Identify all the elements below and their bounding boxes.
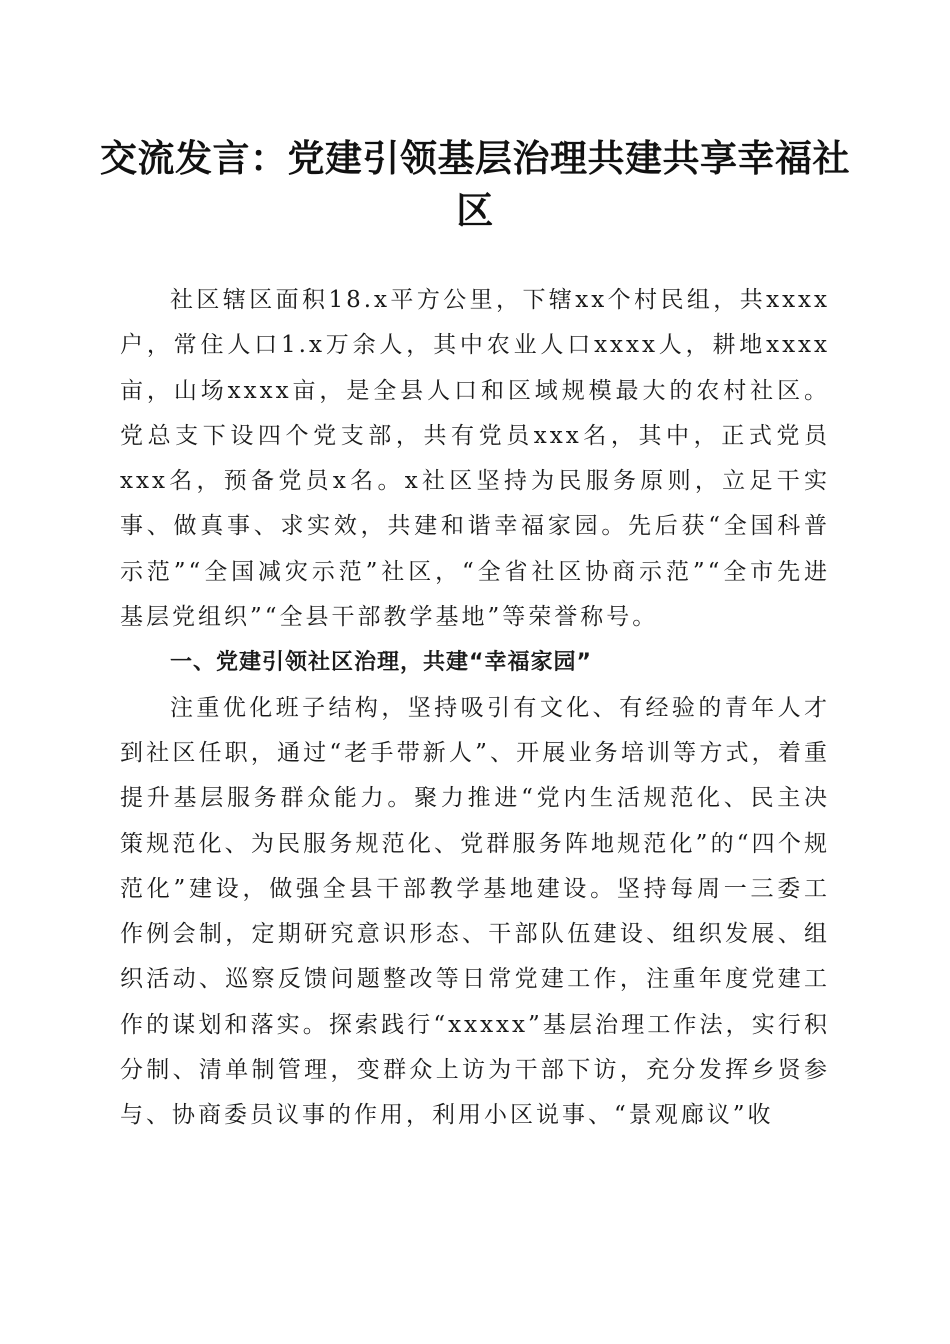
intro-paragraph: 社区辖区面积18.x平方公里，下辖xx个村民组，共xxxx户，常住人口1.x万余人，其中农业人口xxxx人，耕地xxxx亩，山场xxxx亩，是全县人口和区域规模最大的农村社区。党总支下设四个党支部，共有党员xxx名，其中，正式党员xxx名，预备党员x名。x社区坚持为民服务原则，立足干实事、做真事、求实效，共建和谐幸福家园。先后获“全国科普示范”“全国减灾示范”社区，“全省社区协商示范”“全市先进基层党组织”“全县干部教学基地”等荣誉称号。 bbox=[120, 287, 830, 631]
section-1-paragraph: 注重优化班子结构，坚持吸引有文化、有经验的青年人才到社区任职，通过“老手带新人”、开展业务培训等方式，着重提升基层服务群众能力。聚力推进“党内生活规范化、民主决策规范化、为民服务规范化、党群服务阵地规范化”的“四个规范化”建设，做强全县干部教学基地建设。坚持每周一三委工作例会制，定期研究意识形态、干部队伍建设、组织发展、组织活动、巡察反馈问题整改等日常党建工作，注重年度党建工作的谋划和落实。探索践行“xxxxx”基层治理工作法，实行积分制、清单制管理，变群众上访为干部下访，充分发挥乡贤参与、协商委员议事的作用，利用小区说事、“景观廊议”收 bbox=[120, 694, 830, 1129]
document-body bbox=[120, 278, 830, 1139]
document-title: 交流发言：党建引领基层治理共建共享幸福社区 bbox=[100, 136, 850, 232]
section-1-heading: 一、党建引领社区治理，共建“幸福家园” bbox=[170, 650, 592, 676]
